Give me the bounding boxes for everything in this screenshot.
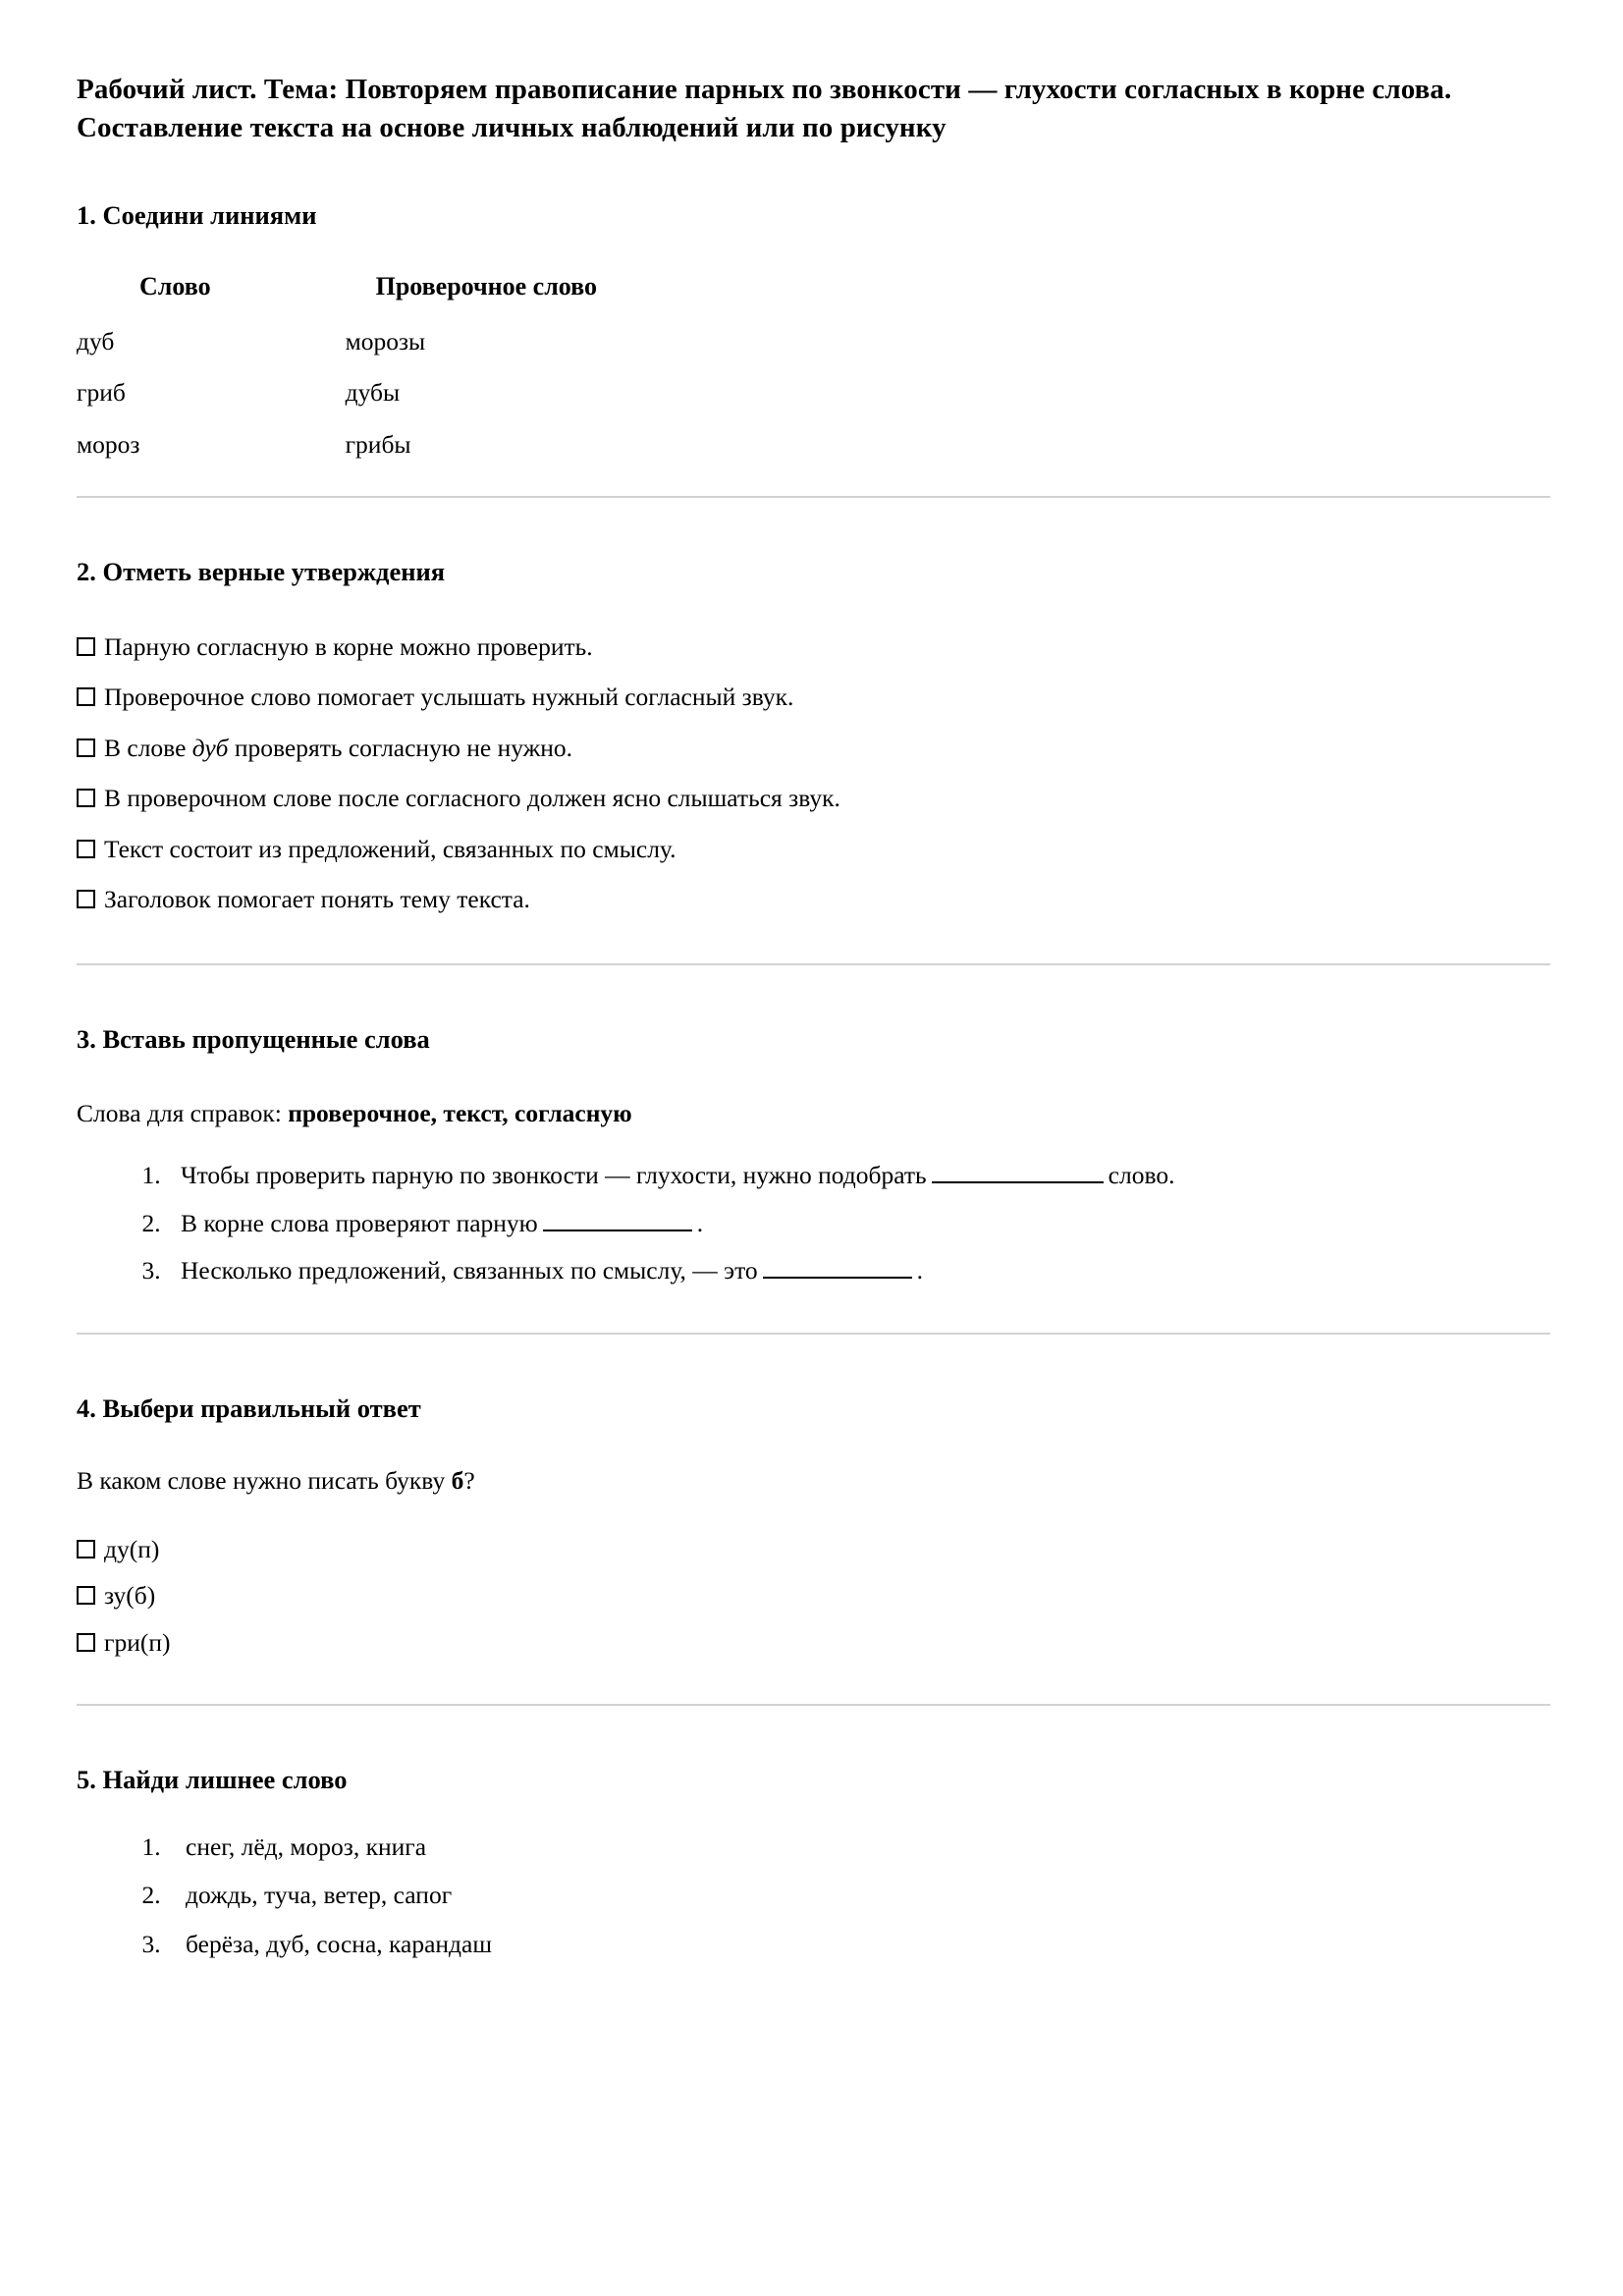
statement-item[interactable] xyxy=(77,786,1550,811)
reference-words-line xyxy=(77,1098,1550,1127)
checkbox-icon[interactable] xyxy=(77,738,95,757)
reference-words: проверочное, текст, согласную xyxy=(288,1098,632,1127)
checkbox-icon[interactable] xyxy=(77,687,95,706)
answer-option-label: ду(п) xyxy=(104,1534,160,1563)
answer-option[interactable] xyxy=(77,1534,1550,1563)
section-5-heading: 5. Найди лишнее слово xyxy=(77,1765,348,1795)
statement-text: Текст состоит из предложений, связанных по смыслу. xyxy=(104,834,676,863)
page-title: Рабочий лист. Тема: Повторяем правописание парных по звонкости — глухости согласных в корне слова. Составление текста на основе личных наблюдений или по рисунку xyxy=(77,74,1452,143)
statement-text-after: проверять согласную не нужно. xyxy=(228,733,573,762)
fill-in-text-after: . xyxy=(696,1208,704,1237)
checkbox-icon[interactable] xyxy=(77,637,95,656)
word-cell[interactable]: дуб xyxy=(77,326,115,355)
section-3-heading: 3. Вставь пропущенные слова xyxy=(77,1023,430,1054)
table-header-row xyxy=(77,274,597,329)
question-target-letter: б xyxy=(451,1466,464,1496)
checkbox-icon[interactable] xyxy=(77,890,95,908)
word-group-item[interactable]: 1. снег, лёд, мороз, книга xyxy=(167,1834,1550,1860)
check-word-cell[interactable]: морозы xyxy=(345,326,426,355)
column-header-word: Слово xyxy=(139,271,211,301)
fill-in-text-after: слово. xyxy=(1108,1161,1175,1190)
word-match-table xyxy=(77,271,598,459)
statement-item[interactable] xyxy=(77,834,1550,863)
word-cell[interactable]: гриб xyxy=(77,378,126,408)
column-header-check-word: Проверочное слово xyxy=(375,271,598,301)
statement-item[interactable] xyxy=(77,733,1550,762)
fill-in-item[interactable] xyxy=(167,1163,1550,1188)
section-2-heading: 2. Отметь верные утверждения xyxy=(77,557,446,587)
statement-emphasis-word: дуб xyxy=(191,733,229,762)
word-cell[interactable]: мороз xyxy=(77,429,140,459)
table-row xyxy=(77,329,597,381)
table-row xyxy=(77,380,597,432)
statement-item[interactable] xyxy=(77,684,1550,710)
odd-word-out-list xyxy=(77,1831,1550,1958)
checkbox-icon[interactable] xyxy=(77,1633,95,1652)
fill-in-item[interactable] xyxy=(167,1208,1550,1237)
fill-in-blank-list xyxy=(77,1163,1550,1284)
answer-option[interactable] xyxy=(77,1627,1550,1657)
section-1 xyxy=(77,198,1550,457)
answer-option-label: гри(п) xyxy=(104,1627,171,1657)
check-word-cell[interactable]: дубы xyxy=(345,378,401,408)
section-2 xyxy=(77,555,1550,911)
section-4 xyxy=(77,1392,1550,1655)
reference-label: Слова для справок: xyxy=(77,1098,289,1127)
fill-in-item[interactable] xyxy=(167,1258,1550,1284)
statement-text: Парную согласную в корне можно проверить. xyxy=(104,631,593,661)
checkbox-icon[interactable] xyxy=(77,1540,95,1558)
blank-field[interactable] xyxy=(932,1165,1104,1183)
checkbox-icon[interactable] xyxy=(77,1586,95,1605)
statement-text-before: В слове xyxy=(104,733,192,762)
statement-item[interactable] xyxy=(77,631,1550,661)
table-row xyxy=(77,432,597,458)
answer-option-label: зу(б) xyxy=(104,1581,156,1611)
fill-in-text-before: Несколько предложений, связанных по смыслу, — это xyxy=(181,1256,758,1285)
fill-in-text-before: Чтобы проверить парную по звонкости — глухости, нужно подобрать xyxy=(181,1161,927,1190)
checkbox-icon[interactable] xyxy=(77,789,95,807)
question-text-after: ? xyxy=(463,1466,475,1496)
word-group-item[interactable]: 3. берёза, дуб, сосна, карандаш xyxy=(167,1932,1550,1957)
answer-option-list xyxy=(77,1534,1550,1657)
section-3 xyxy=(77,1022,1550,1284)
statement-text: Заголовок помогает понять тему текста. xyxy=(104,885,530,913)
section-4-heading: 4. Выбери правильный ответ xyxy=(77,1393,421,1423)
answer-option[interactable] xyxy=(77,1583,1550,1609)
check-word-cell[interactable]: грибы xyxy=(345,429,411,459)
question-text-before: В каком слове нужно писать букву xyxy=(77,1466,452,1496)
section-1-heading: 1. Соедини линиями xyxy=(77,200,317,231)
blank-field[interactable] xyxy=(763,1260,912,1279)
blank-field[interactable] xyxy=(543,1213,692,1231)
section-5 xyxy=(77,1763,1550,1956)
fill-in-text-after: . xyxy=(916,1256,924,1285)
statement-checkbox-list xyxy=(77,631,1550,913)
statement-item[interactable] xyxy=(77,887,1550,912)
checkbox-icon[interactable] xyxy=(77,840,95,858)
question-text xyxy=(77,1468,1550,1494)
statement-text: Проверочное слово помогает услышать нужный согласный звук. xyxy=(104,683,794,711)
statement-text: В проверочном слове после согласного должен ясно слышаться звук. xyxy=(104,784,840,812)
fill-in-text-before: В корне слова проверяют парную xyxy=(181,1208,538,1237)
word-group-item[interactable]: 2. дождь, туча, ветер, сапог xyxy=(167,1883,1550,1908)
